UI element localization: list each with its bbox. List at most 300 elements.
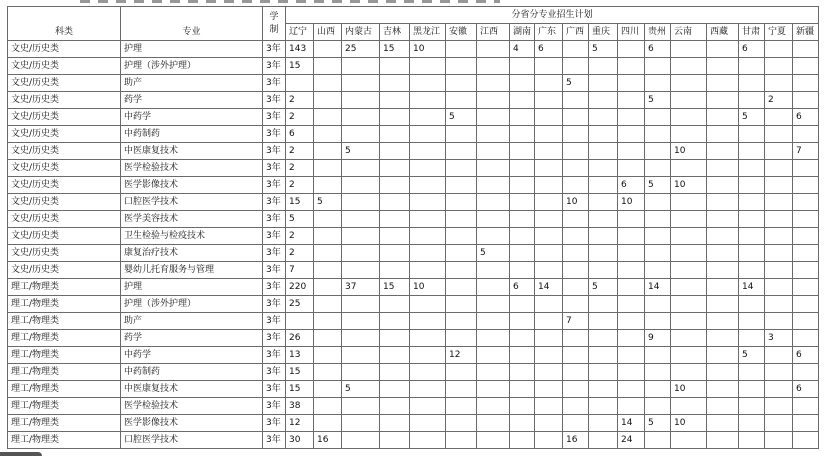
- plan-count-cell: [618, 75, 645, 92]
- duration-cell: 3年: [263, 228, 286, 245]
- cropped-title-remnant: [80, 0, 500, 3]
- plan-count-cell: [793, 398, 819, 415]
- category-cell: 理工/物理类: [8, 279, 121, 296]
- plan-count-cell: [589, 194, 618, 211]
- plan-count-cell: [739, 211, 765, 228]
- plan-count-cell: 6: [793, 109, 819, 126]
- major-cell: 医学检验技术: [121, 160, 263, 177]
- plan-count-cell: [589, 364, 618, 381]
- plan-count-cell: [410, 75, 446, 92]
- plan-count-cell: [618, 109, 645, 126]
- plan-count-cell: [410, 245, 446, 262]
- plan-count-cell: [618, 296, 645, 313]
- plan-count-cell: [410, 262, 446, 279]
- plan-count-cell: 6: [739, 41, 765, 58]
- plan-count-cell: 5: [342, 143, 380, 160]
- plan-count-cell: [563, 398, 589, 415]
- plan-count-cell: [446, 126, 477, 143]
- plan-count-cell: [765, 211, 793, 228]
- plan-count-cell: [342, 177, 380, 194]
- plan-count-cell: [589, 211, 618, 228]
- plan-count-cell: [510, 245, 535, 262]
- plan-count-cell: [793, 432, 819, 449]
- plan-count-cell: [535, 109, 563, 126]
- category-cell: 文史/历史类: [8, 194, 121, 211]
- plan-count-cell: [645, 126, 671, 143]
- major-header: 专业: [121, 7, 263, 41]
- plan-count-cell: [563, 58, 589, 75]
- category-cell: 文史/历史类: [8, 245, 121, 262]
- plan-count-cell: [589, 92, 618, 109]
- table-row: [8, 58, 819, 75]
- plan-count-cell: 15: [286, 194, 314, 211]
- plan-count-cell: [314, 109, 342, 126]
- plan-count-cell: 6: [535, 41, 563, 58]
- plan-count-cell: [618, 279, 645, 296]
- plan-count-cell: [645, 58, 671, 75]
- plan-count-cell: [510, 194, 535, 211]
- plan-count-cell: [446, 381, 477, 398]
- table-row: [8, 75, 819, 92]
- plan-count-cell: [618, 211, 645, 228]
- plan-count-cell: [380, 245, 410, 262]
- plan-count-cell: [342, 415, 380, 432]
- plan-count-cell: [739, 126, 765, 143]
- plan-count-cell: [707, 330, 739, 347]
- plan-count-cell: [765, 415, 793, 432]
- category-cell: 理工/物理类: [8, 432, 121, 449]
- plan-count-cell: [563, 347, 589, 364]
- plan-count-cell: [535, 126, 563, 143]
- category-cell: 文史/历史类: [8, 41, 121, 58]
- plan-count-cell: 2: [286, 143, 314, 160]
- plan-count-cell: [589, 262, 618, 279]
- plan-count-cell: [446, 92, 477, 109]
- plan-count-cell: [446, 41, 477, 58]
- plan-count-cell: [765, 381, 793, 398]
- duration-cell: 3年: [263, 245, 286, 262]
- plan-count-cell: [477, 398, 510, 415]
- plan-count-cell: [342, 228, 380, 245]
- plan-count-cell: [707, 211, 739, 228]
- category-cell: 理工/物理类: [8, 330, 121, 347]
- plan-count-cell: [671, 245, 707, 262]
- category-cell: 文史/历史类: [8, 160, 121, 177]
- corner-shadow: [0, 452, 42, 456]
- plan-count-cell: [671, 262, 707, 279]
- major-cell: 婴幼儿托育服务与管理: [121, 262, 263, 279]
- plan-count-cell: 15: [286, 364, 314, 381]
- plan-count-cell: [739, 313, 765, 330]
- plan-count-cell: [477, 194, 510, 211]
- plan-count-cell: [563, 143, 589, 160]
- plan-count-cell: [645, 211, 671, 228]
- plan-count-cell: [707, 398, 739, 415]
- table-row: [8, 262, 819, 279]
- plan-count-cell: [765, 313, 793, 330]
- major-cell: 护理: [121, 41, 263, 58]
- plan-count-cell: [793, 92, 819, 109]
- plan-count-cell: [446, 330, 477, 347]
- plan-count-cell: 10: [671, 177, 707, 194]
- plan-count-cell: [739, 75, 765, 92]
- plan-count-cell: 7: [563, 313, 589, 330]
- plan-count-cell: [563, 279, 589, 296]
- plan-count-cell: 5: [589, 279, 618, 296]
- plan-count-cell: [410, 58, 446, 75]
- plan-count-cell: [589, 432, 618, 449]
- table-row: [8, 313, 819, 330]
- plan-count-cell: 2: [286, 109, 314, 126]
- plan-count-cell: [707, 109, 739, 126]
- plan-count-cell: [645, 381, 671, 398]
- plan-count-cell: [739, 177, 765, 194]
- plan-count-cell: 6: [618, 177, 645, 194]
- plan-count-cell: 7: [793, 143, 819, 160]
- plan-count-cell: [707, 75, 739, 92]
- category-cell: 理工/物理类: [8, 415, 121, 432]
- table-row: [8, 41, 819, 58]
- plan-count-cell: [707, 126, 739, 143]
- plan-count-cell: [446, 398, 477, 415]
- province-header: 内蒙古: [342, 24, 380, 41]
- plan-count-cell: [380, 415, 410, 432]
- plan-count-cell: [739, 262, 765, 279]
- plan-count-cell: [707, 381, 739, 398]
- plan-count-cell: [671, 109, 707, 126]
- plan-count-cell: 2: [765, 92, 793, 109]
- plan-count-cell: 5: [314, 194, 342, 211]
- major-cell: 口腔医学技术: [121, 194, 263, 211]
- plan-count-cell: [510, 160, 535, 177]
- plan-count-cell: 2: [286, 228, 314, 245]
- plan-count-cell: [535, 228, 563, 245]
- plan-count-cell: [765, 398, 793, 415]
- plan-count-cell: [765, 279, 793, 296]
- major-cell: 医学检验技术: [121, 398, 263, 415]
- plan-count-cell: [477, 160, 510, 177]
- plan-count-cell: 6: [286, 126, 314, 143]
- plan-count-cell: [563, 211, 589, 228]
- plan-count-cell: [510, 177, 535, 194]
- province-header: 辽宁: [286, 24, 314, 41]
- plan-count-cell: [342, 364, 380, 381]
- plan-count-cell: [535, 432, 563, 449]
- plan-count-cell: [314, 262, 342, 279]
- plan-count-cell: [765, 58, 793, 75]
- plan-count-cell: [446, 313, 477, 330]
- table-row: [8, 143, 819, 160]
- major-cell: 中药学: [121, 347, 263, 364]
- plan-count-cell: [535, 296, 563, 313]
- plan-count-cell: [446, 194, 477, 211]
- plan-count-cell: [314, 160, 342, 177]
- plan-count-cell: [707, 432, 739, 449]
- duration-cell: 3年: [263, 143, 286, 160]
- plan-count-cell: [535, 58, 563, 75]
- plan-count-cell: [535, 330, 563, 347]
- plan-count-cell: [707, 415, 739, 432]
- plan-count-cell: 14: [535, 279, 563, 296]
- plan-count-cell: [477, 41, 510, 58]
- plan-count-cell: 16: [563, 432, 589, 449]
- plan-count-cell: [446, 279, 477, 296]
- plan-count-cell: [618, 228, 645, 245]
- plan-count-cell: [535, 160, 563, 177]
- plan-count-cell: [765, 432, 793, 449]
- plan-count-cell: [314, 398, 342, 415]
- plan-count-cell: 5: [645, 92, 671, 109]
- table-row: [8, 432, 819, 449]
- plan-count-cell: [739, 432, 765, 449]
- plan-count-cell: 2: [286, 245, 314, 262]
- category-cell: 理工/物理类: [8, 347, 121, 364]
- plan-count-cell: [589, 347, 618, 364]
- plan-count-cell: 24: [618, 432, 645, 449]
- plan-count-cell: [671, 364, 707, 381]
- plan-count-cell: 10: [618, 194, 645, 211]
- plan-count-cell: [314, 143, 342, 160]
- plan-count-cell: [314, 245, 342, 262]
- plan-count-cell: [510, 296, 535, 313]
- plan-count-cell: [618, 126, 645, 143]
- plan-count-cell: [707, 364, 739, 381]
- plan-count-cell: [535, 245, 563, 262]
- table-row: [8, 245, 819, 262]
- plan-count-cell: [446, 143, 477, 160]
- table-row: [8, 415, 819, 432]
- duration-cell: 3年: [263, 415, 286, 432]
- plan-count-cell: [563, 126, 589, 143]
- table-row: [8, 126, 819, 143]
- plan-count-cell: 5: [739, 109, 765, 126]
- plan-count-cell: 10: [410, 41, 446, 58]
- plan-count-cell: [535, 381, 563, 398]
- plan-count-cell: [563, 92, 589, 109]
- plan-count-cell: [739, 160, 765, 177]
- category-header: 科类: [8, 7, 121, 41]
- plan-count-cell: [510, 381, 535, 398]
- major-cell: 助产: [121, 313, 263, 330]
- plan-count-cell: 5: [477, 245, 510, 262]
- plan-count-cell: [410, 330, 446, 347]
- plan-count-cell: [477, 109, 510, 126]
- plan-count-cell: [707, 160, 739, 177]
- plan-count-cell: [671, 398, 707, 415]
- plan-count-cell: [645, 75, 671, 92]
- plan-count-cell: [410, 398, 446, 415]
- duration-cell: 3年: [263, 177, 286, 194]
- plan-count-cell: [477, 296, 510, 313]
- header-row-1: [8, 7, 819, 24]
- plan-count-cell: [589, 126, 618, 143]
- plan-count-cell: [446, 415, 477, 432]
- duration-cell: 3年: [263, 75, 286, 92]
- plan-count-cell: [765, 143, 793, 160]
- plan-count-cell: [765, 160, 793, 177]
- category-cell: 理工/物理类: [8, 313, 121, 330]
- plan-count-cell: [707, 228, 739, 245]
- plan-count-cell: [671, 75, 707, 92]
- plan-count-cell: [765, 177, 793, 194]
- plan-count-cell: [314, 330, 342, 347]
- plan-count-cell: [342, 398, 380, 415]
- plan-count-cell: [446, 160, 477, 177]
- plan-count-cell: [477, 177, 510, 194]
- plan-count-cell: 25: [286, 296, 314, 313]
- table-row: [8, 228, 819, 245]
- plan-count-cell: 12: [286, 415, 314, 432]
- plan-count-cell: [510, 432, 535, 449]
- plan-count-cell: 10: [671, 143, 707, 160]
- plan-count-cell: 38: [286, 398, 314, 415]
- plan-count-cell: [510, 228, 535, 245]
- plan-count-cell: [477, 58, 510, 75]
- plan-count-cell: [671, 330, 707, 347]
- plan-count-cell: [707, 347, 739, 364]
- plan-count-cell: 12: [446, 347, 477, 364]
- plan-count-cell: 5: [739, 347, 765, 364]
- plan-count-cell: [342, 58, 380, 75]
- plan-count-cell: [380, 432, 410, 449]
- plan-count-cell: [535, 92, 563, 109]
- plan-count-cell: [410, 194, 446, 211]
- plan-count-cell: [765, 228, 793, 245]
- plan-count-cell: [410, 313, 446, 330]
- province-header: 甘肃: [739, 24, 765, 41]
- plan-count-cell: 15: [286, 58, 314, 75]
- plan-count-cell: [477, 262, 510, 279]
- plan-count-cell: [380, 364, 410, 381]
- category-cell: 理工/物理类: [8, 381, 121, 398]
- plan-count-cell: 2: [286, 177, 314, 194]
- plan-count-cell: 30: [286, 432, 314, 449]
- major-cell: 中药学: [121, 109, 263, 126]
- plan-count-cell: [618, 143, 645, 160]
- plan-count-cell: [739, 381, 765, 398]
- table-row: [8, 330, 819, 347]
- plan-count-cell: [477, 228, 510, 245]
- plan-count-cell: [563, 415, 589, 432]
- major-cell: 中医康复技术: [121, 143, 263, 160]
- plan-count-cell: [707, 177, 739, 194]
- plan-count-cell: [707, 313, 739, 330]
- plan-count-cell: [765, 194, 793, 211]
- plan-count-cell: [618, 330, 645, 347]
- plan-count-cell: [535, 398, 563, 415]
- plan-count-cell: [563, 262, 589, 279]
- plan-count-cell: [342, 347, 380, 364]
- major-cell: 中药制药: [121, 364, 263, 381]
- plan-count-cell: [589, 245, 618, 262]
- plan-count-cell: [380, 160, 410, 177]
- plan-count-cell: [477, 381, 510, 398]
- table-row: [8, 194, 819, 211]
- plan-count-cell: 7: [286, 262, 314, 279]
- major-cell: 药学: [121, 330, 263, 347]
- plan-count-cell: [645, 313, 671, 330]
- province-header: 宁夏: [765, 24, 793, 41]
- plan-count-cell: [589, 177, 618, 194]
- plan-count-cell: [563, 245, 589, 262]
- plan-count-cell: [671, 432, 707, 449]
- plan-count-cell: [342, 245, 380, 262]
- plan-count-cell: [645, 364, 671, 381]
- plan-count-cell: [380, 228, 410, 245]
- province-header: 重庆: [589, 24, 618, 41]
- plan-count-cell: 143: [286, 41, 314, 58]
- plan-count-cell: 5: [286, 211, 314, 228]
- major-cell: 中药制药: [121, 126, 263, 143]
- duration-cell: 3年: [263, 347, 286, 364]
- major-cell: 医学影像技术: [121, 415, 263, 432]
- table-row: [8, 177, 819, 194]
- plan-count-cell: [477, 75, 510, 92]
- major-cell: 口腔医学技术: [121, 432, 263, 449]
- table-row: [8, 160, 819, 177]
- major-cell: 卫生检验与检疫技术: [121, 228, 263, 245]
- duration-cell: 3年: [263, 109, 286, 126]
- plan-count-cell: [510, 211, 535, 228]
- duration-cell: 3年: [263, 92, 286, 109]
- plan-count-cell: [793, 228, 819, 245]
- plan-count-cell: [535, 313, 563, 330]
- plan-count-cell: [410, 211, 446, 228]
- plan-count-cell: [446, 296, 477, 313]
- plan-count-cell: [342, 75, 380, 92]
- plan-count-cell: [645, 398, 671, 415]
- plan-count-cell: [671, 126, 707, 143]
- table-row: [8, 347, 819, 364]
- plan-count-cell: [563, 177, 589, 194]
- province-header: 云南: [671, 24, 707, 41]
- plan-count-cell: [446, 432, 477, 449]
- plan-count-cell: [477, 415, 510, 432]
- plan-count-cell: [563, 364, 589, 381]
- plan-count-cell: 14: [739, 279, 765, 296]
- plan-count-cell: [410, 143, 446, 160]
- duration-cell: 3年: [263, 160, 286, 177]
- plan-count-cell: [535, 75, 563, 92]
- category-cell: 理工/物理类: [8, 296, 121, 313]
- plan-count-cell: 4: [510, 41, 535, 58]
- plan-count-cell: [793, 364, 819, 381]
- plan-count-cell: [739, 228, 765, 245]
- plan-count-cell: [765, 75, 793, 92]
- plan-count-cell: [645, 432, 671, 449]
- table-row: [8, 279, 819, 296]
- plan-count-cell: 15: [286, 381, 314, 398]
- duration-cell: 3年: [263, 364, 286, 381]
- plan-count-cell: [563, 330, 589, 347]
- plan-title-header: 分省分专业招生计划: [286, 7, 819, 24]
- plan-count-cell: [446, 75, 477, 92]
- plan-count-cell: [671, 228, 707, 245]
- category-cell: 文史/历史类: [8, 228, 121, 245]
- plan-count-cell: 9: [645, 330, 671, 347]
- plan-count-cell: [314, 279, 342, 296]
- table-row: [8, 109, 819, 126]
- duration-cell: 3年: [263, 432, 286, 449]
- plan-count-cell: [380, 381, 410, 398]
- plan-count-cell: [342, 92, 380, 109]
- plan-count-cell: [739, 194, 765, 211]
- major-cell: 中医康复技术: [121, 381, 263, 398]
- plan-count-cell: [314, 313, 342, 330]
- table-row: [8, 211, 819, 228]
- plan-count-cell: [793, 194, 819, 211]
- plan-count-cell: [707, 296, 739, 313]
